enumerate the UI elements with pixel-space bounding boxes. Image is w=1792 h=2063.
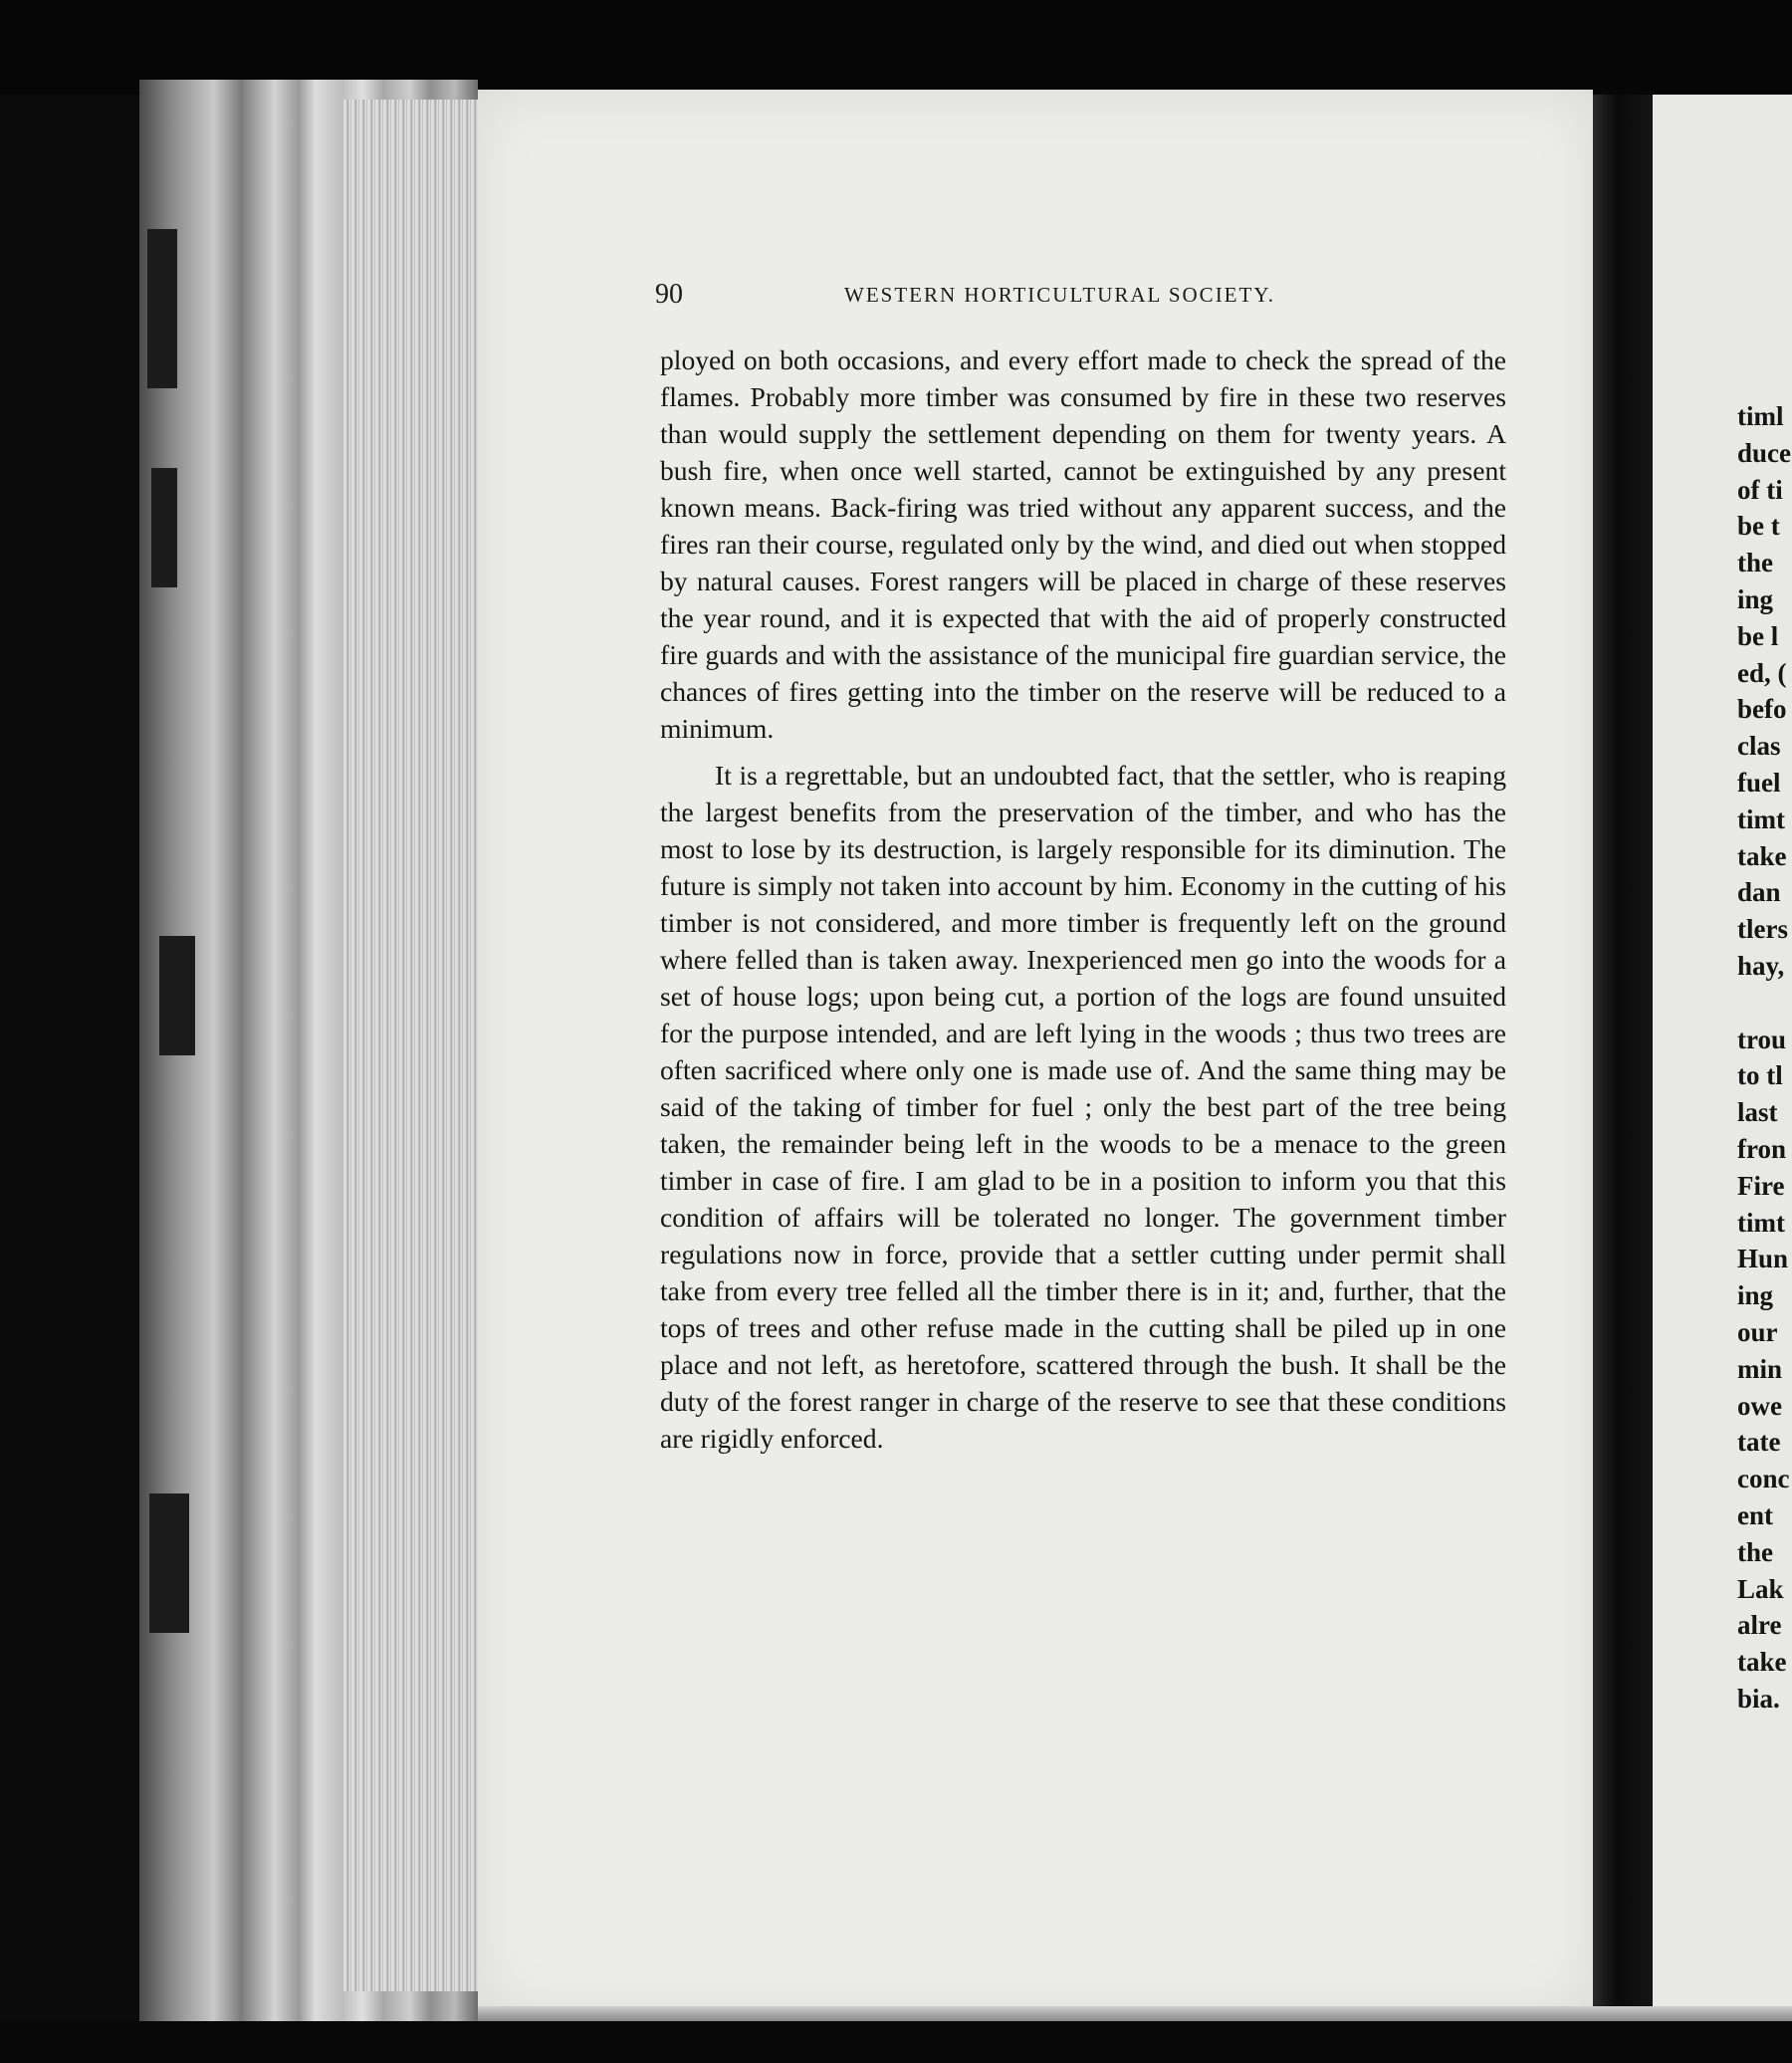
page-tab-fragment — [151, 468, 177, 587]
facing-line: Hun — [1737, 1244, 1789, 1274]
page-tab-fragment — [149, 1493, 189, 1633]
facing-line: ing — [1737, 1280, 1774, 1311]
facing-line: dan — [1737, 877, 1781, 908]
facing-line: timl — [1737, 401, 1784, 431]
facing-line: duce — [1737, 437, 1791, 468]
facing-line: Fire — [1737, 1170, 1785, 1201]
scan-background-bottom — [0, 2021, 1792, 2063]
facing-line: be t — [1737, 511, 1780, 542]
facing-line: fuel — [1737, 767, 1781, 798]
running-head: WESTERN HORTICULTURAL SOCIETY. — [844, 283, 1276, 307]
facing-line: timt — [1737, 1207, 1785, 1238]
facing-line: take — [1737, 1647, 1787, 1678]
facing-line: bia. — [1737, 1683, 1780, 1714]
facing-line: tate — [1737, 1427, 1781, 1458]
page-number: 90 — [655, 279, 683, 310]
page-stack-edges — [343, 100, 481, 1991]
facing-line: clas — [1737, 731, 1781, 762]
facing-line: the — [1737, 548, 1773, 578]
body-text — [660, 342, 1506, 1457]
facing-line: last — [1737, 1097, 1778, 1128]
facing-line: timt — [1737, 803, 1785, 834]
page-header — [655, 279, 1511, 319]
facing-line: fron — [1737, 1133, 1787, 1164]
facing-line: ent — [1737, 1499, 1773, 1530]
facing-line: trou — [1737, 1024, 1787, 1054]
facing-line: to tl — [1737, 1060, 1783, 1091]
paragraph: ployed on both occasions, and every effort made to check the spread of the flames. Probably more timber was consumed by fire in these two reserves than would supply the settlement depending on them for twenty years. A bush fire, when once well started, cannot be extinguished by any present known means. Back-firing was tried without any apparent success, and the fires ran their course, regulated only by the wind, and died out when stopped by natural causes. Forest rangers will be placed in charge of these reserves the year round, and it is expected that with the aid of properly constructed fire guards and with the assistance of the municipal fire guardian service, the chances of fires getting into the timber on the reserve will be reduced to a minimum. — [660, 344, 1506, 744]
facing-gap — [1737, 985, 1792, 1022]
facing-line: take — [1737, 840, 1787, 871]
facing-line: conc — [1737, 1464, 1790, 1494]
facing-line: our — [1737, 1316, 1778, 1347]
facing-line: ed, ( — [1737, 657, 1787, 688]
facing-line: owe — [1737, 1390, 1782, 1421]
facing-line: min — [1737, 1353, 1783, 1384]
facing-line: alre — [1737, 1610, 1782, 1641]
facing-line: be l — [1737, 620, 1779, 651]
facing-line: ing — [1737, 583, 1774, 614]
page-tab-fragment — [147, 229, 177, 388]
facing-page-text — [1737, 398, 1792, 1718]
facing-line: hay, — [1737, 950, 1785, 981]
facing-line: of ti — [1737, 474, 1783, 505]
facing-line: befo — [1737, 694, 1787, 725]
page-tab-fragment — [159, 936, 195, 1055]
book-gutter — [1593, 95, 1653, 2006]
facing-line: the — [1737, 1536, 1773, 1567]
facing-line: Lak — [1737, 1573, 1784, 1604]
facing-line: tlers — [1737, 914, 1788, 945]
paragraph: It is a regrettable, but an undoubted fact, that the settler, who is reaping the largest benefits from the preservation of the timber, and who has the most to lose by its destruction, is largely responsible for its diminution. The future is simply not taken into account by him. Economy in the cutting of his timber is not considered, and more timber is frequently left on the ground where felled than is taken away. Inexperienced men go into the woods for a set of house logs; upon being cut, a portion of the logs are found unsuited for the purpose intended, and are left lying in the woods ; thus two trees are often sacrificed where only one is made use of. And the same thing may be said of the taking of timber for fuel ; only the best part of the tree being taken, the remainder being left in the woods to be a menace to the green timber in case of fire. I am glad to be in a position to inform you that this condition of affairs will be tolerated no longer. The government timber regulations now in force, provide that a settler cutting under permit shall take from every tree felled all the timber there is in it; and, further, that the tops of trees and other refuse made in the cutting shall be piled up in one place and not left, as heretofore, scattered through the bush. It shall be the duty of the forest ranger in charge of the reserve to see that these conditions are rigidly enforced. — [660, 760, 1506, 1454]
